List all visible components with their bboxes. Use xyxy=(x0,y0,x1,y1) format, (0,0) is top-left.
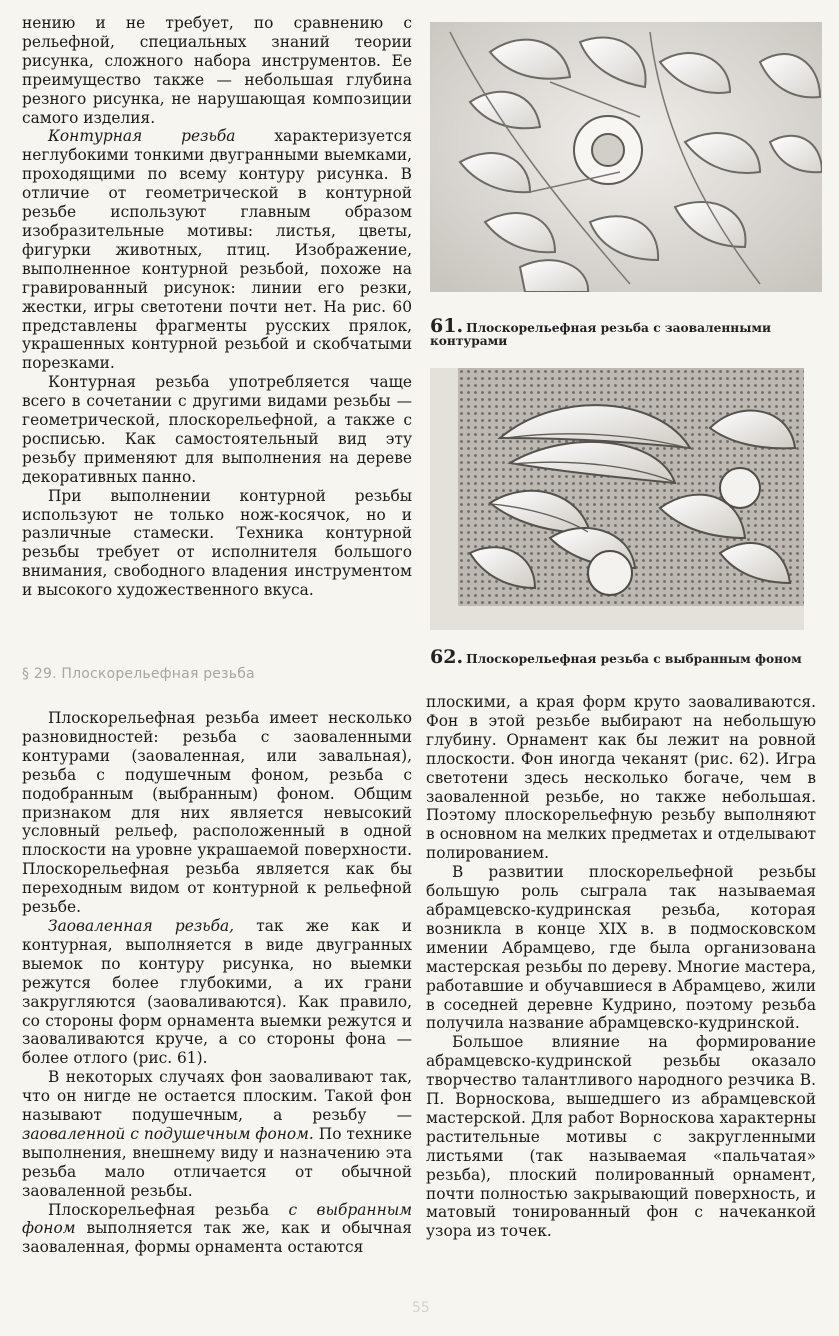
figure-number: 62. xyxy=(430,646,464,668)
paragraph: нению и не требует, по сравнению с рельефной, специальных знаний теории рисунка, сложного набора инструментов. Ее преимущество также — небольшая глубина резного рисунка, не нарушающая композиции самого изделия. xyxy=(22,14,412,127)
paragraph: Большое влияние на формирование абрамцевско-кудринской резьбы оказало творчество талантливого народного резчика В. П. Ворноскова, вышедшего из абрамцевской мастерской. Для работ Ворноскова характерны растительные мотивы с закругленными листьями (так называемая «пальчатая» резьба), плоский полированный орнамент, почти полностью закрывающий поверхность, и матовый тонированный фон с начеканкой узора из точек. xyxy=(426,1033,816,1241)
figure-61-image xyxy=(430,22,822,292)
term-contour: Контурная резьба xyxy=(48,127,236,146)
left-column-top xyxy=(22,14,412,600)
paragraph: В развитии плоскорельефной резьбы большую роль сыграла так называемая абрамцевско-кудринская резьба, которая возникла в конце XIX в. в подмосковском имении Абрамцево, где была организована мастерская резьбы по дереву. Многие мастера, работавшие и обучавшиеся в Абрамцево, жили в соседней деревне Кудрино, поэтому резьба получила название абрамцевско-кудринской. xyxy=(426,863,816,1033)
term-zaovalennaya: Заоваленная резьба, xyxy=(48,916,235,935)
term-podushechnyy: заоваленной с подушечным фоном. xyxy=(22,1124,314,1143)
section-heading: § 29. Плоскорельефная резьба xyxy=(22,666,255,682)
figure-61-caption: 61. Плоскорельефная резьба с заоваленными контурами xyxy=(430,315,772,348)
paragraph: В некоторых случаях фон заоваливают так, что он нигде не остается плоским. Такой фон называют подушечным, а резьбу — заоваленной с подушечным фоном. По технике выполнения, внешнему виду и назначению эта резьба мало отличается от обычной заоваленной резьбы. xyxy=(22,1068,412,1200)
figure-62-image xyxy=(430,368,804,630)
paragraph: Плоскорельефная резьба имеет несколько разновидностей: резьба с заоваленными контурами (заоваленная, или завальная), резьба с подушечным фоном, резьба с подобранным (выбранным) фоном. Общим признаком для них является невысокий условный рельеф, расположенный в одной плоскости на уровне украшаемой поверхности. Плоскорельефная резьба является как бы переходным видом от контурной к рельефной резьбе. xyxy=(22,709,412,917)
right-column-bottom xyxy=(426,693,816,1241)
paragraph: При выполнении контурной резьбы используют не только нож-косячок, но и различные стамески. Техника контурной резьбы требует от исполнителя большого внимания, свободного владения инструментом и высокого художественного вкуса. xyxy=(22,486,412,600)
left-column-bottom xyxy=(22,709,412,1257)
paragraph: Заоваленная резьба, так же как и контурная, выполняется в виде двугранных выемок по контуру рисунка, но выемки режутся более глубокими, а их грани закругляются (заоваливаются). Как правило, со стороны форм орнамента выемки режутся и заоваливаются круче, а со стороны фона — более отлого (рис. 61). xyxy=(22,916,412,1068)
paragraph: Контурная резьба характеризуется неглубокими тонкими двугранными выемками, проходящими по всему контуру рисунка. В отличие от геометрической в контурной резьбе используют главным образом изобразительные мотивы: листья, цветы, фигурки животных, птиц. Изображение, выполненное контурной резьбой, похоже на гравированный рисунок: линии его резки, жестки, игры светотени почти нет. На рис. 60 представлены фрагменты русских прялок, украшенных контурной резьбой и скобчатыми порезками. xyxy=(22,127,412,373)
page-number: 55 xyxy=(412,1300,430,1316)
paragraph: Плоскорельефная резьба с выбранным фоном выполняется так же, как и обычная заоваленная, формы орнамента остаются xyxy=(22,1200,413,1257)
figure-number: 61. xyxy=(430,315,464,337)
paragraph: плоскими, а края форм круто заоваливаются. Фон в этой резьбе выбирают на небольшую глубину. Орнамент как бы лежит на ровной плоскости. Фон иногда чеканят (рис. 62). Игра светотени здесь несколько богаче, чем в заоваленной резьбе, но также небольшая. Поэтому плоскорельефную резьбу выполняют в основном на мелких предметах и отделывают полированием. xyxy=(426,693,816,863)
figure-62-caption: 62. Плоскорельефная резьба с выбранным фоном xyxy=(430,646,802,668)
term-vybrannyy-fon: с выбранным фоном xyxy=(22,1200,413,1238)
paragraph: Контурная резьба употребляется чаще всего в сочетании с другими видами резьбы — геометрической, плоскорельефной, а также с росписью. Как самостоятельный вид эту резьбу применяют для выполнения на дереве декоративных панно. xyxy=(22,373,412,486)
